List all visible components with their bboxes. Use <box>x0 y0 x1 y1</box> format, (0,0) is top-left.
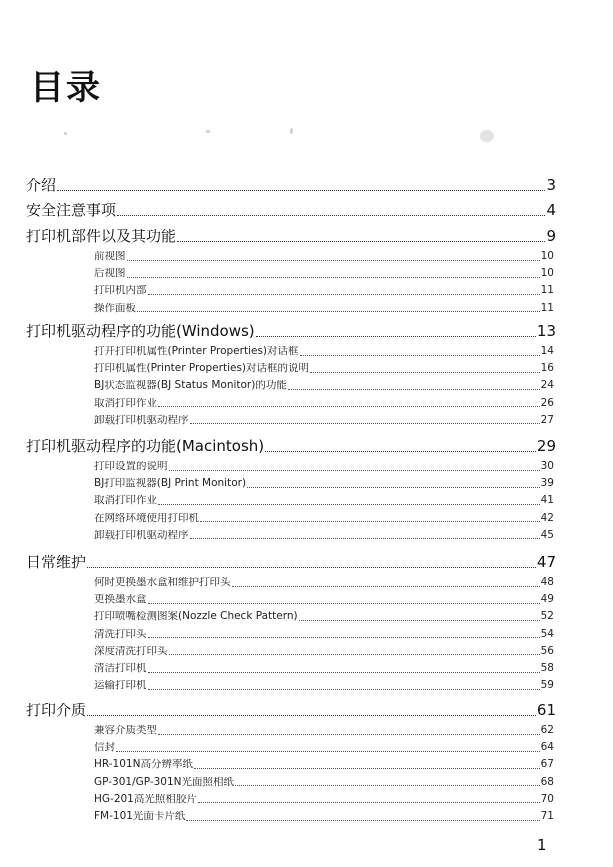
toc-section-page: 14 <box>540 346 554 357</box>
dot-leader <box>235 785 540 786</box>
dot-leader <box>116 751 540 752</box>
dot-leader <box>190 538 540 539</box>
toc-section[interactable] <box>94 495 554 506</box>
toc-section-label: FM-101光面卡片纸 <box>94 811 186 822</box>
scan-speck <box>64 132 67 135</box>
toc-section-page: 54 <box>540 628 554 640</box>
dot-leader <box>87 715 536 716</box>
toc-section[interactable] <box>94 794 554 805</box>
toc-section[interactable] <box>94 513 554 524</box>
toc-chapter[interactable] <box>26 178 556 193</box>
toc-section-label: 在网络环境使用打印机 <box>94 512 199 524</box>
page-number: 1 <box>537 836 547 854</box>
toc-section-label: 清洁打印机 <box>94 663 147 674</box>
dot-leader <box>169 654 540 655</box>
toc-chapter[interactable] <box>26 555 556 570</box>
toc-section-page: 30 <box>540 461 554 472</box>
dot-leader <box>87 567 536 568</box>
toc-chapter-page: 61 <box>536 703 556 718</box>
toc-section-page: 56 <box>540 645 554 657</box>
toc-section[interactable] <box>94 461 554 472</box>
toc-section[interactable] <box>94 380 554 391</box>
scan-speck <box>206 130 210 133</box>
toc-section-page: 42 <box>540 512 554 524</box>
dot-leader <box>148 603 540 604</box>
dot-leader <box>247 487 540 488</box>
toc-section-label: 取消打印作业 <box>94 397 157 409</box>
toc-section-label: 清洗打印头 <box>94 628 147 640</box>
toc-section[interactable] <box>94 398 554 409</box>
dot-leader <box>200 521 540 522</box>
toc-section-label: 深度清洗打印头 <box>94 645 168 657</box>
toc-section[interactable] <box>94 285 554 296</box>
dot-leader <box>190 423 540 424</box>
toc-section-page: 71 <box>540 811 554 822</box>
toc-section-page: 45 <box>540 529 554 541</box>
toc-section-page: 67 <box>540 759 554 770</box>
toc-section[interactable] <box>94 268 554 279</box>
toc-section-label: HR-101N高分辨率纸 <box>94 759 193 770</box>
toc-section[interactable] <box>94 303 554 314</box>
toc-section-label: 前视图 <box>94 251 126 262</box>
toc-section-label: 卸载打印机驱动程序 <box>94 529 189 541</box>
toc-chapter-page: 4 <box>546 203 556 218</box>
dot-leader <box>194 768 540 769</box>
scan-speck <box>290 128 293 134</box>
dot-leader <box>310 372 540 373</box>
toc-section-page: 41 <box>540 495 554 506</box>
toc-section-label: BJ状态监视器(BJ Status Monitor)的功能 <box>94 380 287 391</box>
toc-chapter[interactable] <box>26 703 556 718</box>
dot-leader <box>198 802 540 803</box>
toc-section-page: 49 <box>540 594 554 605</box>
toc-section[interactable] <box>94 725 554 736</box>
toc-section[interactable] <box>94 577 554 588</box>
toc-section[interactable] <box>94 811 554 822</box>
toc-section-page: 59 <box>540 680 554 691</box>
dot-leader <box>256 336 536 337</box>
toc-section[interactable] <box>94 629 554 640</box>
toc-section[interactable] <box>94 251 554 262</box>
toc-section[interactable] <box>94 611 554 622</box>
dot-leader <box>158 406 540 407</box>
toc-section[interactable] <box>94 594 554 605</box>
toc-section-label: 信封 <box>94 742 115 753</box>
dot-leader <box>169 470 540 471</box>
dot-leader <box>158 504 540 505</box>
toc-section-page: 52 <box>540 611 554 622</box>
toc-section-label: 兼容介质类型 <box>94 725 157 736</box>
toc-section-page: 39 <box>540 478 554 489</box>
toc-chapter[interactable] <box>26 439 556 454</box>
toc-chapter-label: 打印介质 <box>26 703 87 718</box>
toc-section-page: 16 <box>540 363 554 374</box>
toc-section[interactable] <box>94 478 554 489</box>
toc-chapter-page: 29 <box>536 439 556 454</box>
toc-section-page: 10 <box>540 268 554 279</box>
toc-section-label: GP-301/GP-301N光面照相纸 <box>94 776 235 788</box>
dot-leader <box>148 637 540 638</box>
dot-leader <box>232 586 540 587</box>
dot-leader <box>300 355 540 356</box>
toc-section[interactable] <box>94 759 554 770</box>
dot-leader <box>158 734 540 735</box>
dot-leader <box>117 215 545 216</box>
dot-leader <box>288 389 540 390</box>
toc-section-label: 打开打印机属性(Printer Properties)对话框 <box>94 346 299 357</box>
toc-section-page: 11 <box>540 285 554 296</box>
toc-section-page: 11 <box>540 302 554 314</box>
dot-leader <box>127 277 540 278</box>
toc-section-label: 打印机属性(Printer Properties)对话框的说明 <box>94 363 310 374</box>
toc-section-page: 10 <box>540 251 554 262</box>
toc-chapter[interactable] <box>26 203 556 218</box>
toc-chapter-label: 安全注意事项 <box>26 203 117 218</box>
toc-chapter-label: 打印机驱动程序的功能(Windows) <box>26 324 255 339</box>
toc-section-page: 27 <box>540 414 554 426</box>
toc-section-label: 打印喷嘴检测图案(Nozzle Check Pattern) <box>94 611 298 622</box>
toc-section-page: 24 <box>540 380 554 391</box>
toc-section[interactable] <box>94 777 554 788</box>
toc-section-label: 取消打印作业 <box>94 495 157 506</box>
toc-section[interactable] <box>94 663 554 674</box>
dot-leader <box>148 689 540 690</box>
toc-chapter[interactable] <box>26 229 556 244</box>
toc-chapter-page: 9 <box>546 229 556 244</box>
toc-section-label: 打印机内部 <box>94 285 147 296</box>
toc-section[interactable] <box>94 646 554 657</box>
toc-section-label: 更换墨水盒 <box>94 594 147 605</box>
toc-chapter-page: 13 <box>536 324 556 339</box>
dot-leader <box>177 241 545 242</box>
toc-section-label: 卸载打印机驱动程序 <box>94 414 189 426</box>
dot-leader <box>186 820 539 821</box>
dot-leader <box>57 190 545 191</box>
dot-leader <box>127 260 540 261</box>
toc-section[interactable] <box>94 742 554 753</box>
toc-section-page: 64 <box>540 742 554 753</box>
toc-section[interactable] <box>94 415 554 426</box>
toc-section[interactable] <box>94 346 554 357</box>
dot-leader <box>148 672 540 673</box>
dot-leader <box>265 451 536 452</box>
toc-section[interactable] <box>94 363 554 374</box>
toc-section-label: 操作面板 <box>94 302 136 314</box>
toc-section[interactable] <box>94 530 554 541</box>
toc-section-page: 68 <box>540 776 554 788</box>
toc-section-page: 48 <box>540 577 554 588</box>
dot-leader <box>299 620 540 621</box>
toc-section[interactable] <box>94 680 554 691</box>
toc-section-page: 26 <box>540 397 554 409</box>
toc-section-label: HG-201高光照相胶片 <box>94 793 197 805</box>
toc-section-page: 70 <box>540 793 554 805</box>
dot-leader <box>137 311 540 312</box>
toc-section-label: 打印设置的说明 <box>94 461 168 472</box>
toc-section-label: BJ打印监视器(BJ Print Monitor) <box>94 478 247 489</box>
toc-chapter-label: 介绍 <box>26 178 57 193</box>
toc-section-page: 62 <box>540 725 554 736</box>
page-title: 目录 <box>30 68 102 108</box>
toc-section-label: 运输打印机 <box>94 680 147 691</box>
scan-speck <box>480 130 494 142</box>
toc-chapter-page: 3 <box>546 178 556 193</box>
toc-chapter-label: 打印机部件以及其功能 <box>26 229 177 244</box>
toc-section-page: 58 <box>540 663 554 674</box>
toc-chapter-label: 日常维护 <box>26 555 87 570</box>
toc-chapter-label: 打印机驱动程序的功能(Macintosh) <box>26 439 265 454</box>
toc-chapter[interactable] <box>26 324 556 339</box>
toc-chapter-page: 47 <box>536 555 556 570</box>
dot-leader <box>148 294 540 295</box>
toc-section-label: 后视图 <box>94 268 126 279</box>
toc-section-label: 何时更换墨水盒和维护打印头 <box>94 577 231 588</box>
